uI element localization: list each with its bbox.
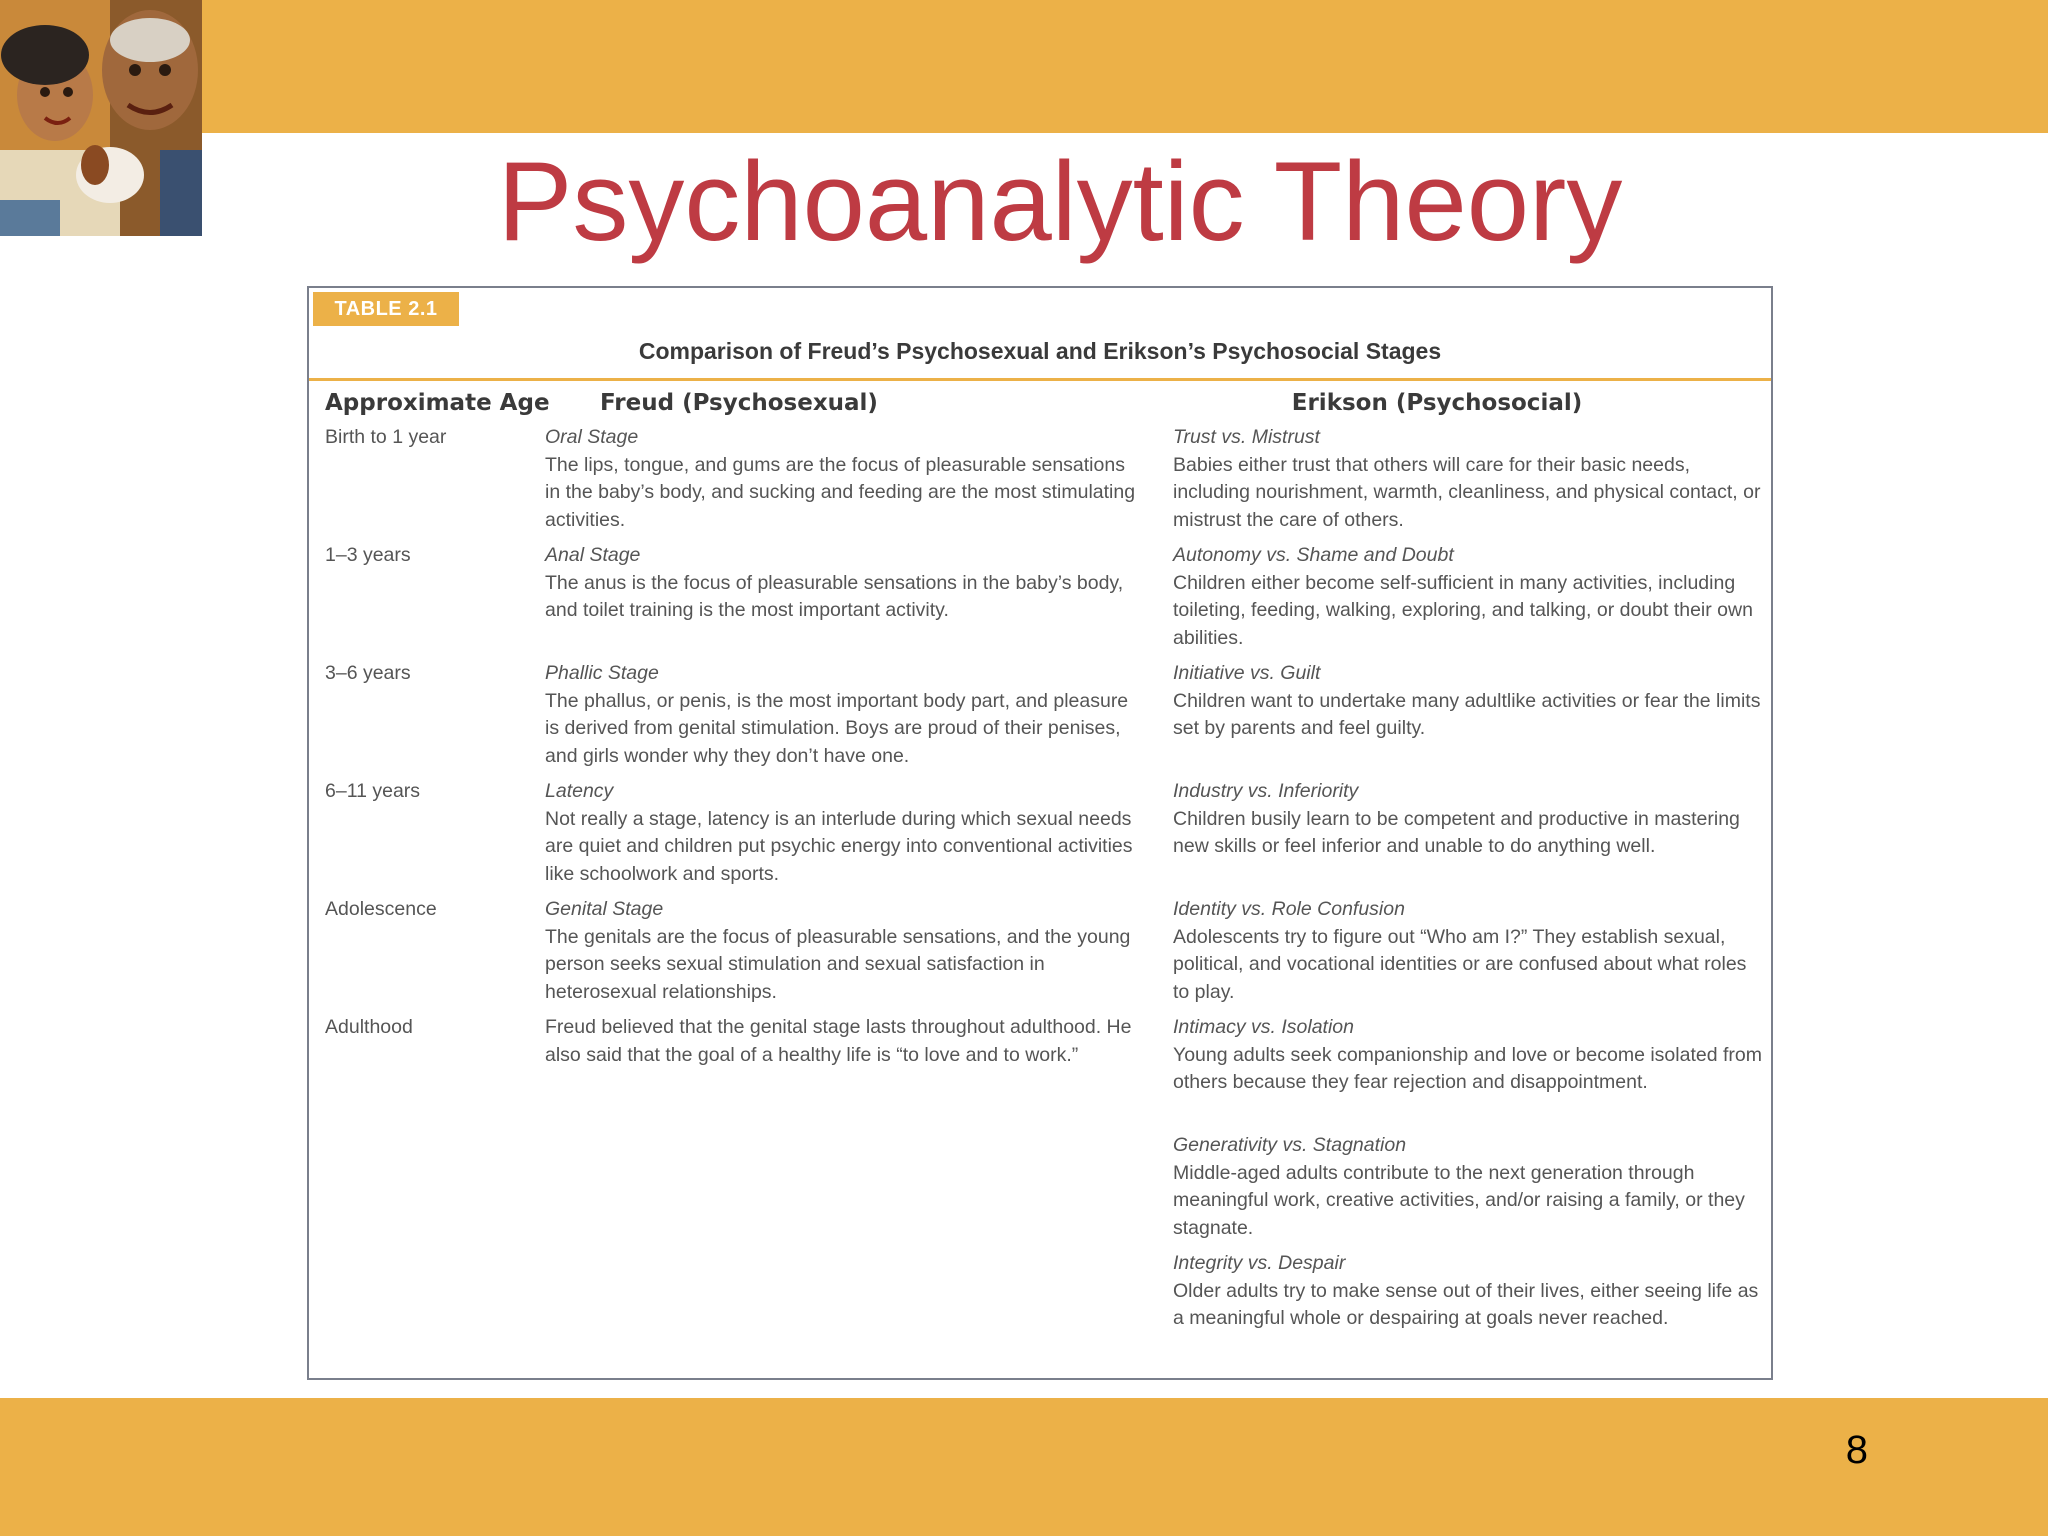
stage-name: Integrity vs. Despair xyxy=(1173,1252,1346,1274)
erikson-stage xyxy=(1173,1132,1763,1242)
erikson-stage xyxy=(1173,896,1763,1006)
erikson-stage xyxy=(1173,542,1763,652)
top-banner xyxy=(0,0,2048,133)
stage-description: The anus is the focus of pleasurable sensations in the baby’s body, and toilet training is the most important activity. xyxy=(545,571,1124,621)
stage-name: Autonomy vs. Shame and Doubt xyxy=(1173,544,1454,566)
stage-name: Initiative vs. Guilt xyxy=(1173,662,1321,684)
freud-stage xyxy=(545,1014,1145,1069)
stage-description: The phallus, or penis, is the most important body part, and pleasure is derived from genital stimulation. Boys are proud of their penises, and girls wonder why they don’t have one. xyxy=(545,689,1129,767)
stage-name: Genital Stage xyxy=(545,898,664,920)
age-cell: Adolescence xyxy=(325,898,437,920)
erikson-stage xyxy=(1173,1014,1763,1097)
freud-stage xyxy=(545,778,1145,888)
header-freud: Freud (Psychosexual) xyxy=(600,390,878,416)
stage-name: Oral Stage xyxy=(545,426,639,448)
stage-description: Babies either trust that others will care for their basic needs, including nourishment, warmth, cleanliness, and physical contact, or mistrust the care of others. xyxy=(1173,453,1761,531)
erikson-stage xyxy=(1173,778,1763,861)
freud-stage xyxy=(545,542,1145,625)
caption-rule xyxy=(309,378,1771,381)
age-cell: 1–3 years xyxy=(325,544,411,566)
stage-name: Anal Stage xyxy=(545,544,641,566)
page-number: 8 xyxy=(1845,1428,1868,1472)
stage-description: Freud believed that the genital stage lasts throughout adulthood. He also said that the goal of a healthy life is “to love and to work.” xyxy=(545,1016,1132,1066)
freud-stage xyxy=(545,424,1145,534)
stage-description: Adolescents try to figure out “Who am I?” They establish sexual, political, and vocational identities or are confused about what roles to play. xyxy=(1173,925,1747,1003)
stage-description: Older adults try to make sense out of their lives, either seeing life as a meaningful whole or despairing at goals never reached. xyxy=(1173,1279,1759,1329)
stage-name: Trust vs. Mistrust xyxy=(1173,426,1320,448)
stage-description: Children want to undertake many adultlike activities or fear the limits set by parents and feel guilty. xyxy=(1173,689,1761,739)
stage-description: Not really a stage, latency is an interlude during which sexual needs are quiet and children put psychic energy into conventional activities like schoolwork and sports. xyxy=(545,807,1133,885)
erikson-stage xyxy=(1173,660,1763,743)
stage-name: Generativity vs. Stagnation xyxy=(1173,1134,1407,1156)
stage-name: Identity vs. Role Confusion xyxy=(1173,898,1405,920)
stage-description: The lips, tongue, and gums are the focus of pleasurable sensations in the baby’s body, and sucking and feeding are the most stimulating activities. xyxy=(545,453,1136,531)
header-approximate-age: Approximate Age xyxy=(325,390,550,416)
erikson-stage xyxy=(1173,1250,1763,1333)
age-cell: 6–11 years xyxy=(325,780,421,802)
age-cell: Birth to 1 year xyxy=(325,426,447,448)
slide-title: Psychoanalytic Theory xyxy=(497,139,1623,264)
table-tag: TABLE 2.1 xyxy=(313,292,459,326)
header-erikson: Erikson (Psychosocial) xyxy=(1291,390,1583,416)
stage-description: Young adults seek companionship and love or become isolated from others because they fear rejection and disappointment. xyxy=(1173,1043,1762,1093)
bottom-banner xyxy=(0,1398,2048,1536)
age-cell: 3–6 years xyxy=(325,662,411,684)
freud-stage xyxy=(545,896,1145,1006)
stage-description: Middle-aged adults contribute to the next generation through meaningful work, creative activities, and/or raising a family, or they stagnate. xyxy=(1173,1161,1745,1239)
stage-name: Latency xyxy=(545,780,614,802)
comparison-table xyxy=(307,286,1773,1380)
stage-name: Phallic Stage xyxy=(545,662,659,684)
erikson-stage xyxy=(1173,424,1763,534)
stage-description: Children busily learn to be competent and productive in mastering new skills or feel inferior and unable to do anything well. xyxy=(1173,807,1740,857)
stage-name: Intimacy vs. Isolation xyxy=(1173,1016,1354,1038)
table-caption: Comparison of Freud’s Psychosexual and Erikson’s Psychosocial Stages xyxy=(638,338,1442,364)
stage-description: Children either become self-sufficient in many activities, including toileting, feeding, walking, exploring, and talking, or doubt their own abilities. xyxy=(1173,571,1753,649)
age-cell: Adulthood xyxy=(325,1016,413,1038)
stage-name: Industry vs. Inferiority xyxy=(1173,780,1359,802)
stage-description: The genitals are the focus of pleasurable sensations, and the young person seeks sexual stimulation and sexual satisfaction in heterosexual relationships. xyxy=(545,925,1131,1003)
freud-stage xyxy=(545,660,1145,770)
